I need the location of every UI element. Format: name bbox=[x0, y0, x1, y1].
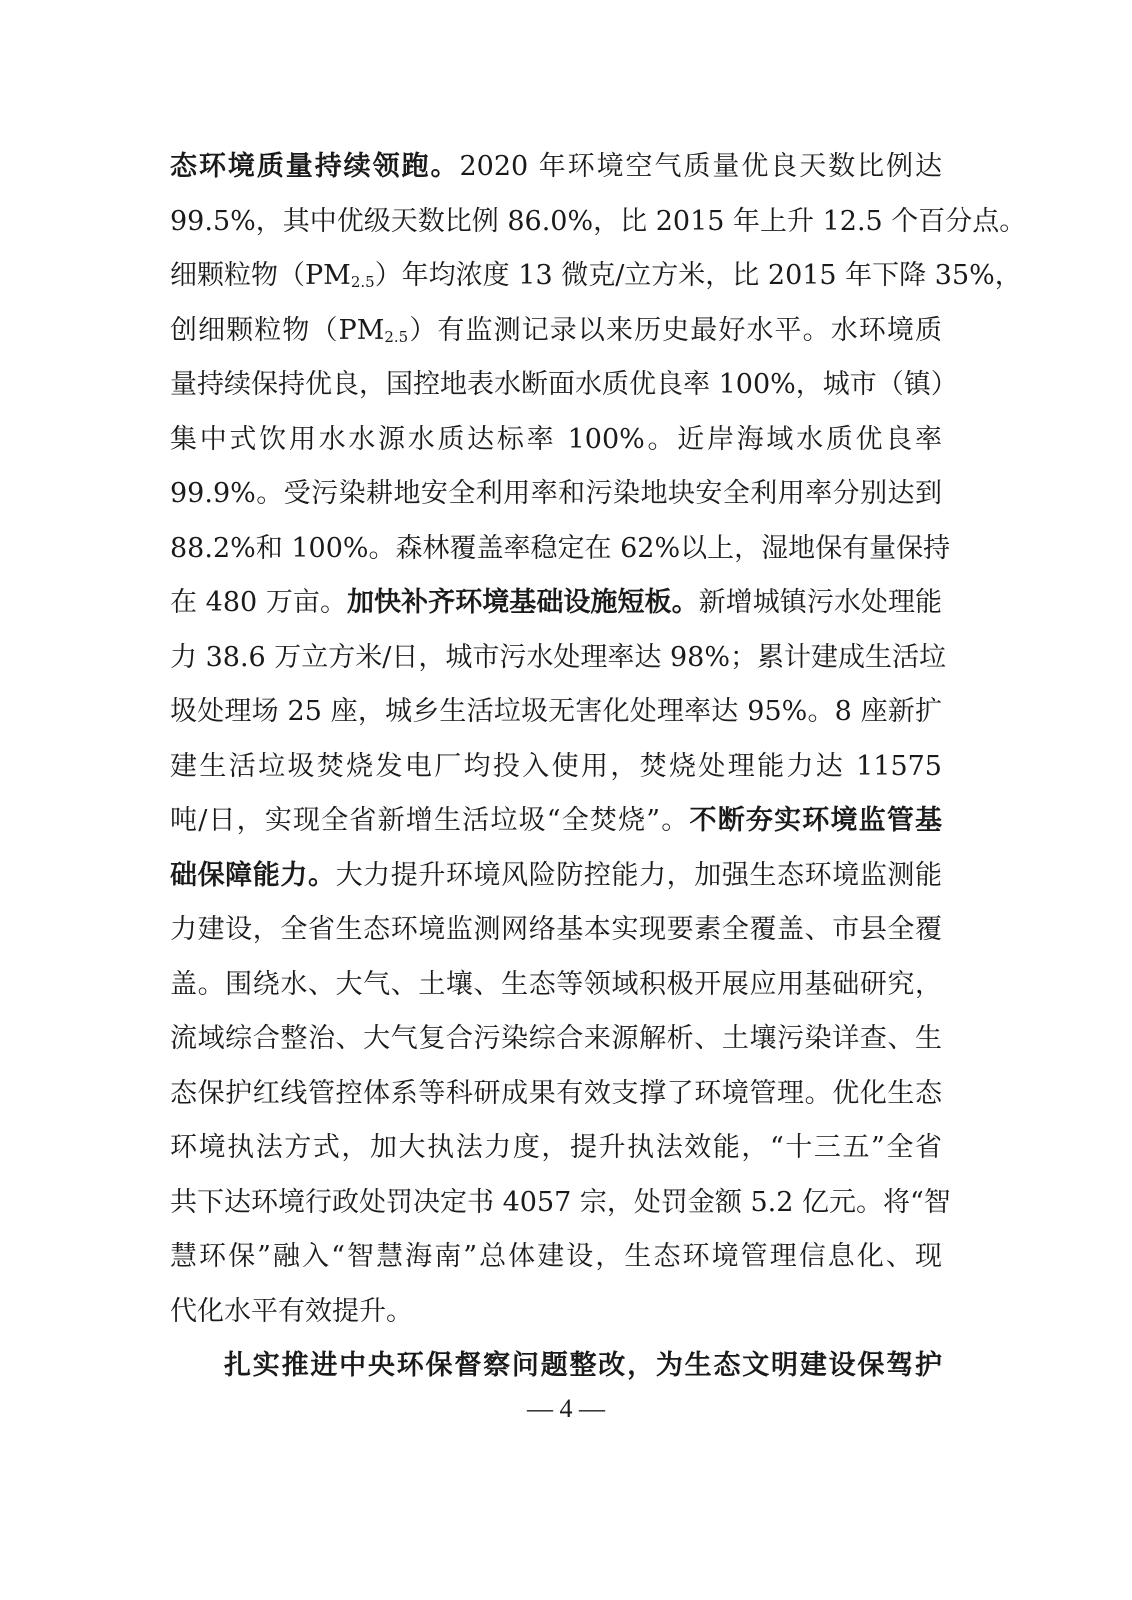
text-line-14 bbox=[170, 859, 942, 893]
text-span: 在 480 万亩。 bbox=[170, 587, 347, 618]
text-line-13 bbox=[170, 804, 942, 838]
bold-heading-supervision: 不断夯实环境监管基 bbox=[689, 805, 943, 836]
subscript: 2.5 bbox=[384, 328, 409, 346]
text-line-16: 盖。围绕水、大气、土壤、生态等领域积极开展应用基础研究， bbox=[170, 969, 942, 1000]
page-number: — 4 — bbox=[527, 1394, 605, 1423]
text-line-19: 环境执法方式，加大执法力度，提升执法效能，“十三五”全省 bbox=[170, 1132, 942, 1163]
text-line-11: 圾处理场 25 座，城乡生活垃圾无害化处理率达 95%。8 座新扩 bbox=[170, 696, 942, 727]
text-line-7: 99.9%。受污染耕地安全利用率和污染地块安全利用率分别达到 bbox=[170, 478, 942, 509]
bold-heading-supervision-cont: 础保障能力。 bbox=[170, 860, 336, 891]
text-span: 细颗粒物（PM bbox=[170, 260, 351, 291]
text-line-4 bbox=[170, 314, 942, 348]
text-line-10: 力 38.6 万立方米/日，城市污水处理率达 98%；累计建成生活垃 bbox=[170, 642, 946, 673]
text-line-21: 慧环保”融入“智慧海南”总体建设，生态环境管理信息化、现 bbox=[170, 1241, 942, 1272]
text-line-18: 态保护红线管控体系等科研成果有效支撑了环境管理。优化生态 bbox=[170, 1078, 942, 1109]
text-line-5: 量持续保持优良，国控地表水断面水质优良率 100%，城市（镇） bbox=[170, 369, 958, 400]
text-span: 2020 年环境空气质量优良天数比例达 bbox=[459, 151, 943, 182]
text-line-2: 99.5%，其中优级天数比例 86.0%，比 2015 年上升 12.5 个百分点。 bbox=[170, 206, 1027, 237]
text-span: 新增城镇污水处理能 bbox=[698, 587, 943, 618]
text-line-17: 流域综合整治、大气复合污染综合来源解析、土壤污染详查、生 bbox=[170, 1023, 942, 1054]
text-line-3 bbox=[170, 259, 1022, 293]
section-heading-next: 扎实推进中央环保督察问题整改，为生态文明建设保驾护 bbox=[224, 1350, 942, 1381]
text-span: 吨/日，实现全省新增生活垃圾“全焚烧”。 bbox=[170, 805, 690, 836]
text-line-6: 集中式饮用水水源水质达标率 100%。近岸海域水质优良率 bbox=[170, 424, 942, 455]
text-line-9 bbox=[170, 586, 942, 620]
text-line-22: 代化水平有效提升。 bbox=[170, 1296, 413, 1327]
bold-heading-infrastructure: 加快补齐环境基础设施短板。 bbox=[347, 587, 699, 618]
text-span: ）年均浓度 13 微克/立方米，比 2015 年下降 35%， bbox=[374, 260, 1022, 291]
text-span: ）有监测记录以来历史最好水平。水环境质 bbox=[408, 315, 942, 346]
text-line-8: 88.2%和 100%。森林覆盖率稳定在 62%以上，湿地保有量保持 bbox=[170, 533, 951, 564]
bold-heading-ecology: 态环境质量持续领跑。 bbox=[170, 151, 460, 182]
text-span: 创细颗粒物（PM bbox=[170, 315, 385, 346]
text-line-12: 建生活垃圾焚烧发电厂均投入使用，焚烧处理能力达 11575 bbox=[170, 751, 942, 782]
text-span: 大力提升环境风险防控能力，加强生态环境监测能 bbox=[335, 860, 943, 891]
text-line-15: 力建设，全省生态环境监测网络基本实现要素全覆盖、市县全覆 bbox=[170, 914, 942, 945]
subscript: 2.5 bbox=[350, 273, 375, 291]
text-line-1 bbox=[170, 150, 942, 184]
text-line-20: 共下达环境行政处罚决定书 4057 宗，处罚金额 5.2 亿元。将“智 bbox=[170, 1187, 951, 1218]
